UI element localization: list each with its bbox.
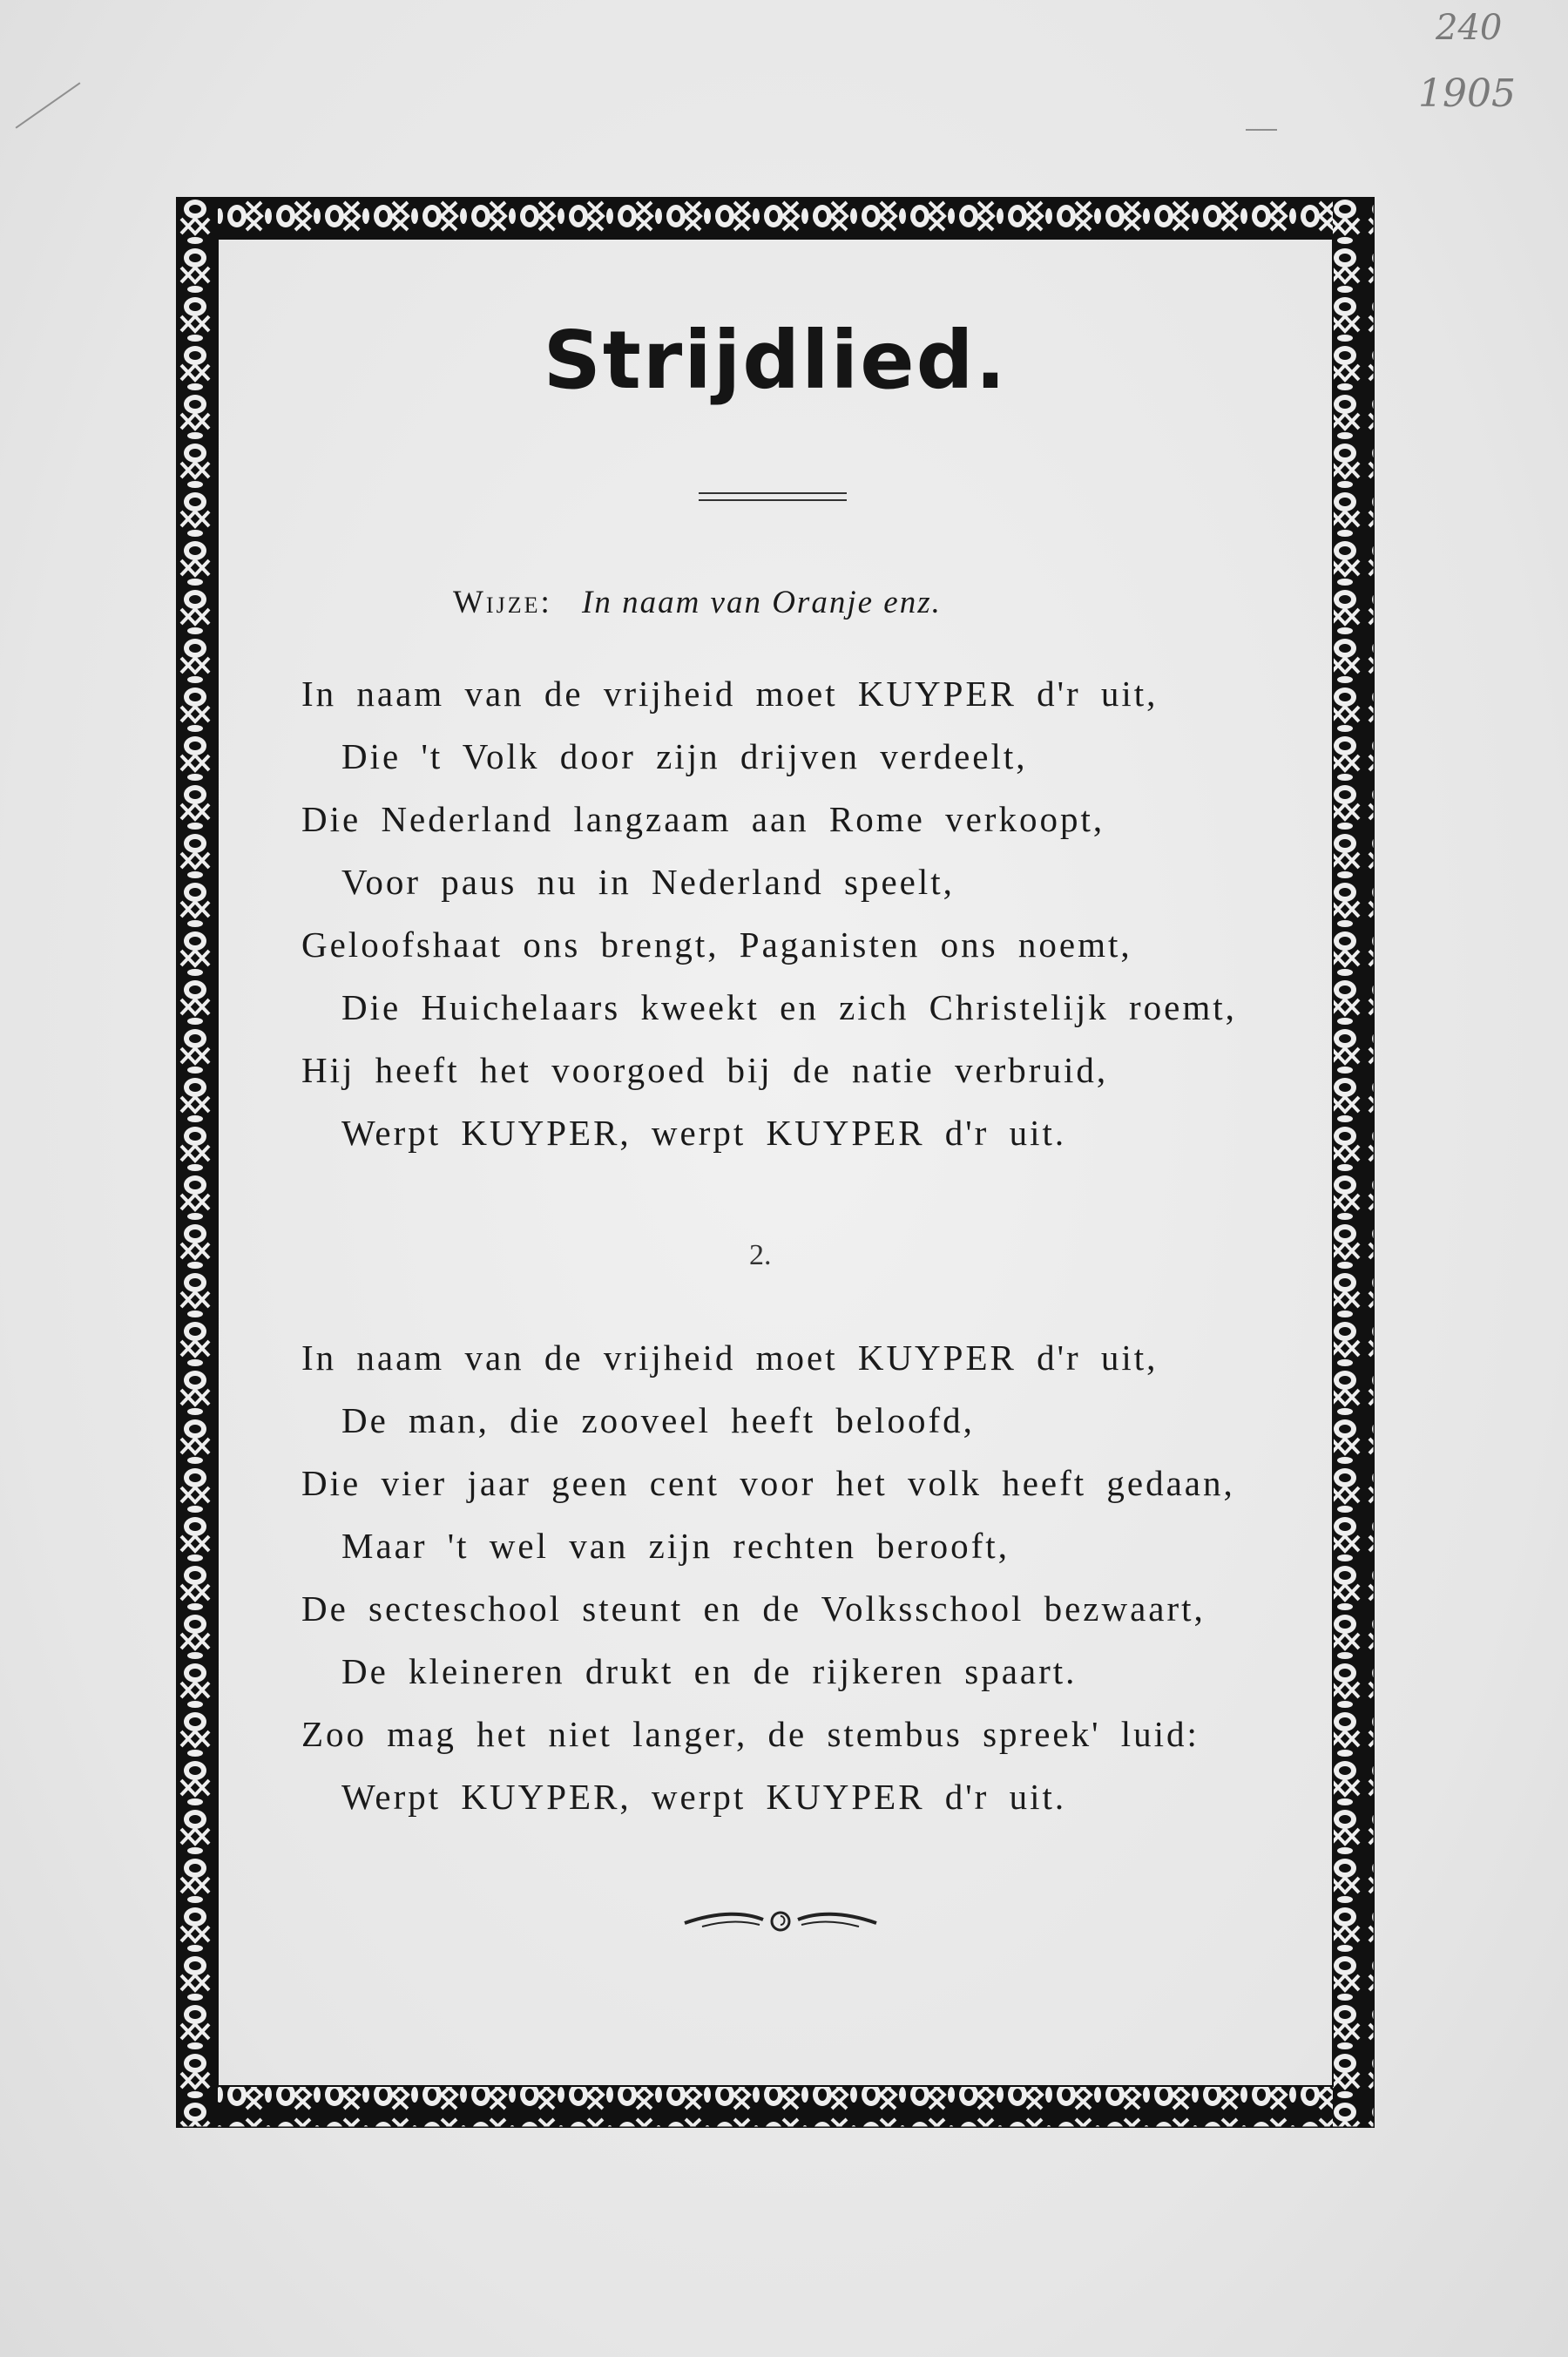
pencil-mark	[16, 82, 81, 128]
end-flourish-ornament	[676, 1904, 885, 1939]
verse-line: Hij heeft het voorgoed bij de natie verbruid,	[301, 1050, 1109, 1090]
tune-line	[453, 584, 942, 621]
verse-line: De kleineren drukt en de rijkeren spaart.	[341, 1651, 1078, 1691]
verse-line: In naam van de vrijheid moet KUYPER d'r uit,	[301, 674, 1159, 714]
verse-line: Zoo mag het niet langer, de stembus spreek' luid:	[301, 1714, 1200, 1754]
verse-line: Werpt KUYPER, werpt KUYPER d'r uit.	[341, 1777, 1067, 1817]
verse-line: Werpt KUYPER, werpt KUYPER d'r uit.	[341, 1113, 1067, 1153]
title-divider	[699, 492, 847, 501]
verse-line: Die 't Volk door zijn drijven verdeelt,	[341, 736, 1028, 776]
verse-line: Die Nederland langzaam aan Rome verkoopt,	[301, 799, 1105, 839]
verse-line: De man, die zooveel heeft beloofd,	[341, 1400, 975, 1440]
song-title: Strijdlied.	[543, 314, 1008, 407]
archive-number: 240	[1436, 8, 1503, 48]
pencil-mark	[1246, 129, 1277, 131]
archive-year: 1905	[1418, 71, 1516, 116]
stanza-number: 2.	[749, 1239, 772, 1271]
tune-label: Wijze:	[453, 585, 552, 620]
verse-2	[301, 1326, 1303, 1828]
verse-line: In naam van de vrijheid moet KUYPER d'r uit,	[301, 1338, 1159, 1378]
verse-line: Die Huichelaars kweekt en zich Christelijk roemt,	[341, 987, 1237, 1027]
verse-line: Maar 't wel van zijn rechten berooft,	[341, 1526, 1010, 1566]
verse-line: Geloofshaat ons brengt, Paganisten ons noemt,	[301, 925, 1132, 965]
verse-line: Die vier jaar geen cent voor het volk heeft gedaan,	[301, 1463, 1235, 1503]
verse-line: De secteschool steunt en de Volksschool bezwaart,	[301, 1588, 1206, 1629]
tune-name: In naam van Oranje enz.	[582, 585, 942, 620]
verse-line: Voor paus nu in Nederland speelt,	[341, 862, 955, 902]
verse-1	[301, 662, 1303, 1164]
